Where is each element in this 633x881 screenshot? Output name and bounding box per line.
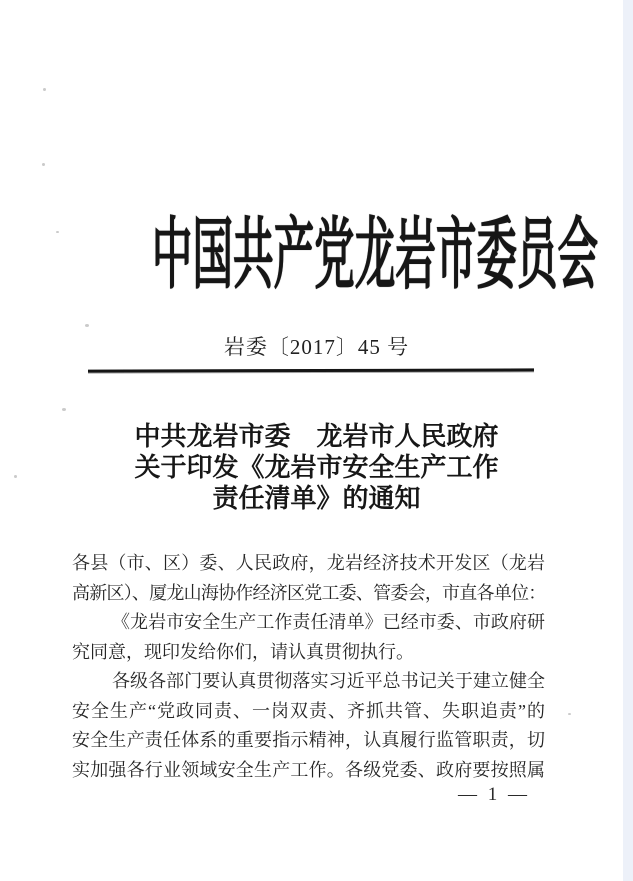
body-line: 各县（市、区）委、人民政府，龙岩经济技术开发区（龙岩: [72, 553, 545, 573]
document-number: 岩委〔2017〕45 号: [223, 335, 410, 359]
scan-speckle: [42, 163, 45, 166]
page-number: — 1 —: [458, 784, 530, 805]
notice-heading-line-2: 关于印发《龙岩市安全生产工作: [134, 453, 499, 482]
body-line: 安全生产“党政同责、一岗双责、齐抓共管、失职追责”的: [72, 700, 545, 721]
scan-speckle: [62, 408, 66, 411]
body-line: 究同意，现印发给你们，请认真贯彻执行。: [72, 641, 414, 662]
scan-speckle: [568, 713, 571, 715]
notice-body: [72, 549, 545, 785]
scan-speckle: [43, 88, 46, 91]
scan-speckle: [85, 324, 89, 327]
body-line: 安全生产责任体系的重要指示精神，认真履行监管职责，切: [72, 730, 545, 750]
notice-heading-line-1: 中共龙岩市委 龙岩市人民政府: [134, 422, 499, 451]
notice-heading-line-3: 责任清单》的通知: [212, 484, 421, 513]
separator-rule: [88, 368, 534, 372]
letterhead-org-title: 中国共产党龙岩市委员会: [151, 211, 599, 298]
scan-speckle: [56, 231, 59, 233]
notice-heading: [0, 421, 633, 514]
body-line: 《龙岩市安全生产工作责任清单》已经市委、市政府研: [112, 612, 545, 632]
body-line: 各级各部门要认真贯彻落实习近平总书记关于建立健全: [112, 671, 545, 691]
body-line: 实加强各行业领域安全生产工作。各级党委、政府要按照属: [72, 759, 545, 780]
body-line: 高新区）、厦龙山海协作经济区党工委、管委会，市直各单位：: [72, 582, 545, 603]
